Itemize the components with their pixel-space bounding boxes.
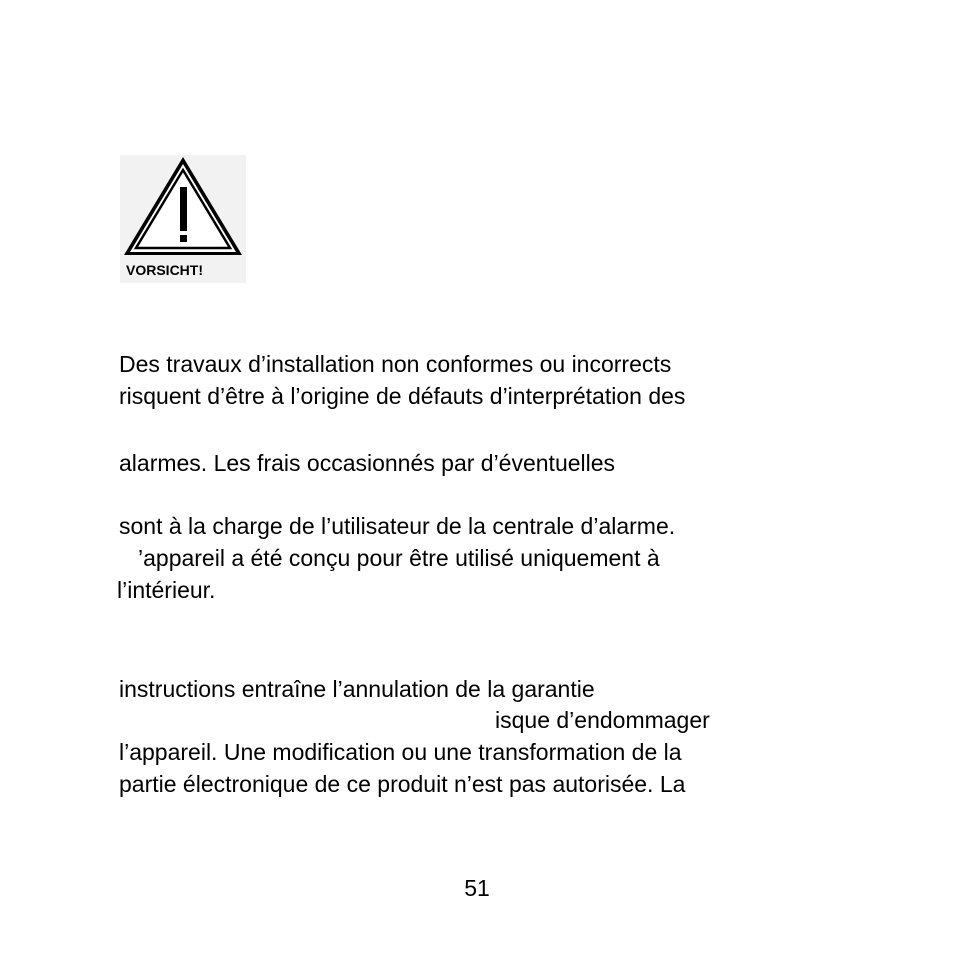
warning-sign	[120, 155, 246, 283]
body-line-1: Des travaux d’installation non conformes ou incorrects	[119, 351, 672, 377]
warning-label: VORSICHT!	[126, 262, 203, 278]
body-line-3: alarmes. Les frais occasionnés par d’éventuelles	[119, 450, 616, 476]
body-line-5: ’appareil a été conçu pour être utilisé uniquement à	[138, 545, 660, 571]
body-line-4: sont à la charge de l’utilisateur de la centrale d’alarme.	[119, 513, 676, 539]
body-line-8: isque d’endommager	[495, 707, 710, 733]
body-line-6: l’intérieur.	[117, 577, 216, 603]
body-line-2: risquent d’être à l’origine de défauts d’interprétation des	[119, 383, 686, 409]
body-line-9: l’appareil. Une modification ou une transformation de la	[119, 739, 682, 765]
page-number: 51	[464, 875, 490, 901]
body-line-7: instructions entraîne l’annulation de la garantie	[119, 676, 595, 702]
body-line-10: partie électronique de ce produit n’est pas autorisée. La	[119, 771, 686, 797]
